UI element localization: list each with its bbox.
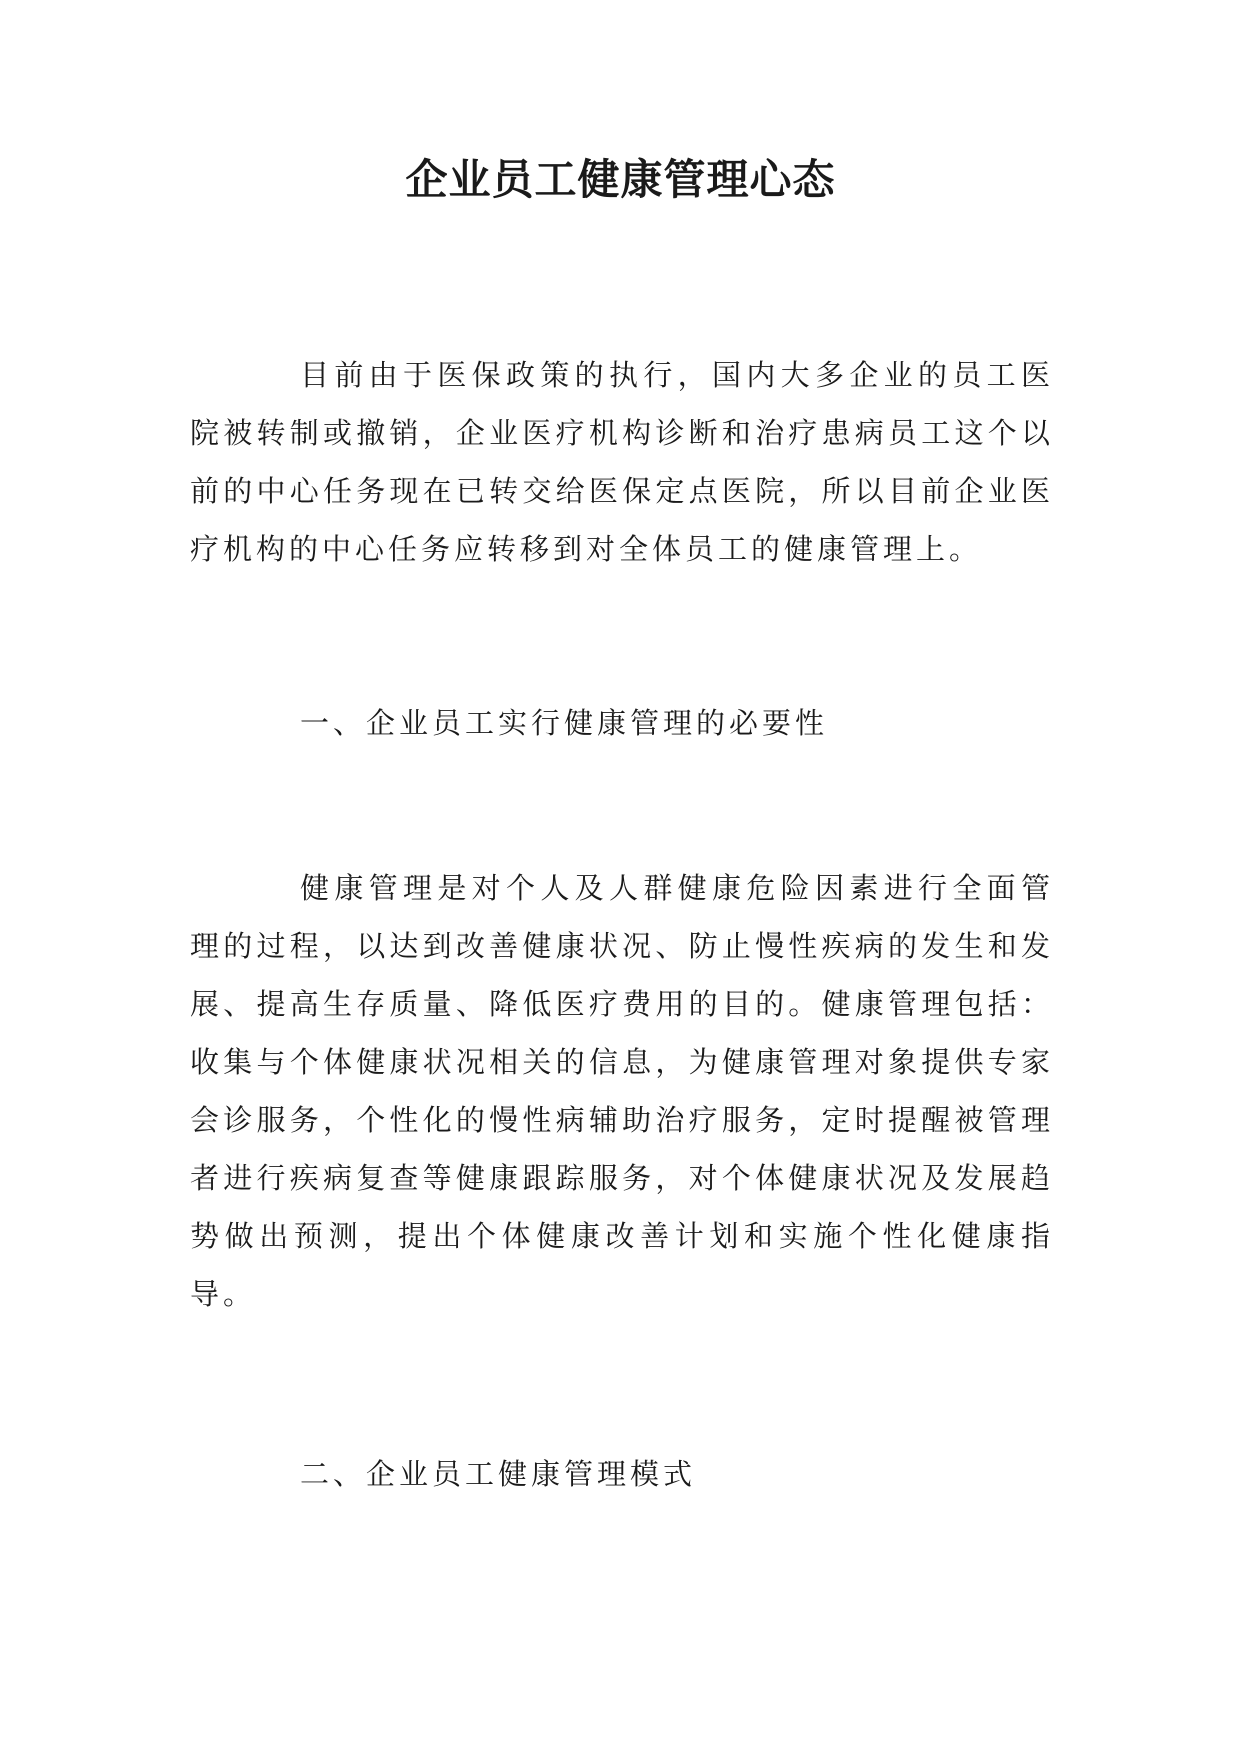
section-heading-1: 一、企业员工实行健康管理的必要性 (300, 706, 829, 740)
section-heading-2: 二、企业员工健康管理模式 (300, 1457, 697, 1491)
document-title: 企业员工健康管理心态 (405, 155, 836, 204)
intro-paragraph: 目前由于医保政策的执行，国内大多企业的员工医院被转制或撤销，企业医疗机构诊断和治疗患病员工这个以前的中心任务现在已转交给医保定点医院，所以目前企业医疗机构的中心任务应转移到对全体员工的健康管理上。 (190, 358, 1054, 566)
body-paragraph: 健康管理是对个人及人群健康危险因素进行全面管理的过程，以达到改善健康状况、防止慢性疾病的发生和发展、提高生存质量、降低医疗费用的目的。健康管理包括：收集与个体健康状况相关的信息，为健康管理对象提供专家会诊服务，个性化的慢性病辅助治疗服务，定时提醒被管理者进行疾病复查等健康跟踪服务，对个体健康状况及发展趋势做出预测，提出个体健康改善计划和实施个性化健康指导。 (190, 871, 1054, 1311)
